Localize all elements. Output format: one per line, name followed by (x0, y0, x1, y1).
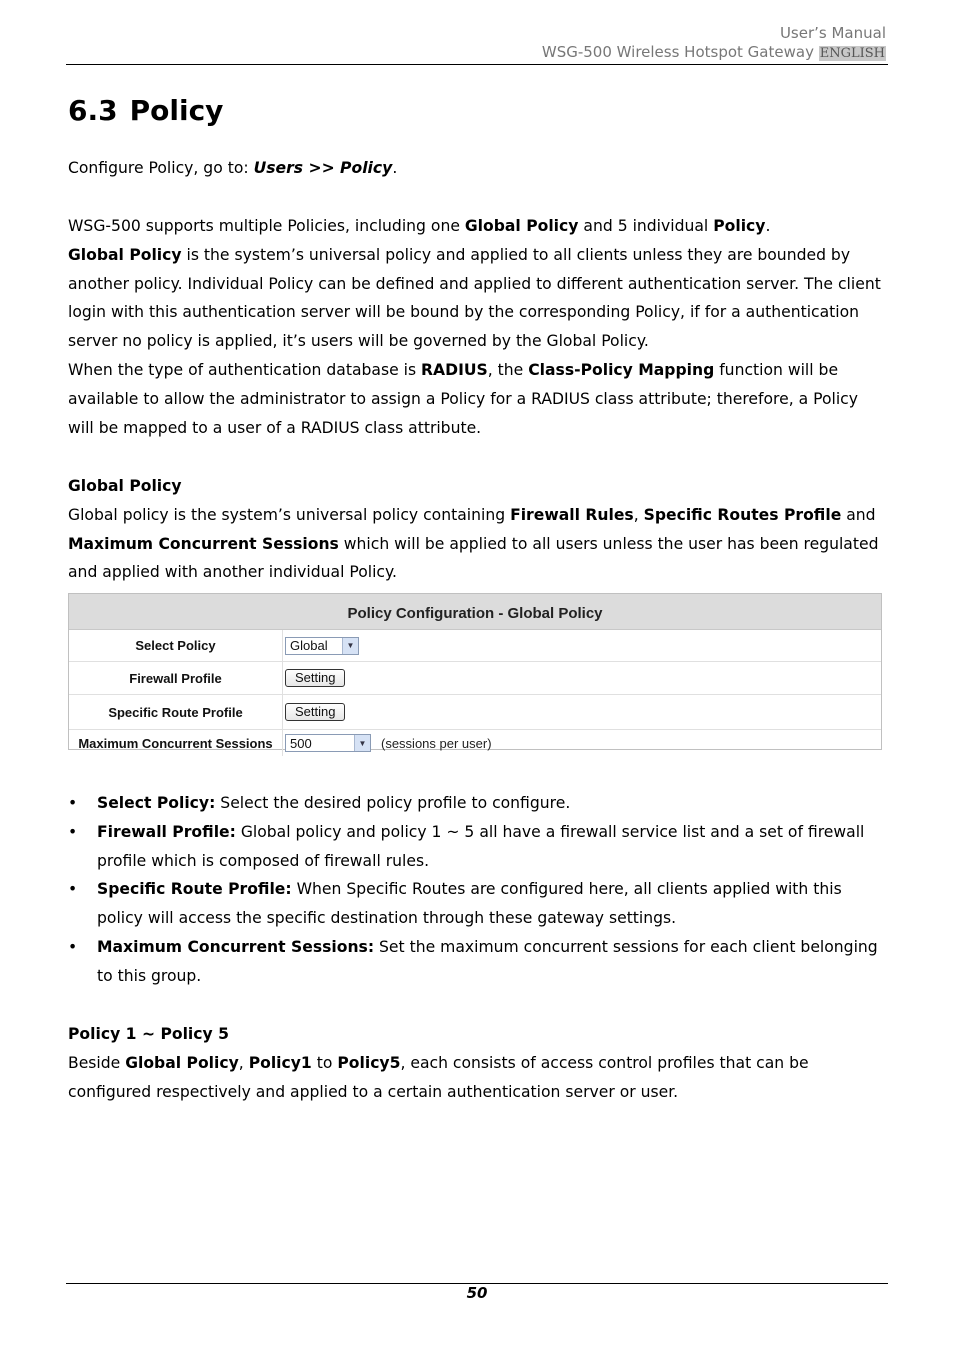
specific-route-row (69, 695, 881, 730)
max-sessions-row (69, 730, 881, 756)
list-item: • Select Policy: Select the desired policy profile to configure. (68, 794, 571, 812)
global-policy-heading: Global Policy (68, 477, 182, 495)
firewall-setting-button[interactable]: Setting (285, 669, 345, 687)
field-description-list (68, 789, 883, 991)
overview-paragraph-1: WSG-500 supports multiple Policies, including one Global Policy and 5 individual Policy. (68, 217, 771, 235)
chevron-down-icon: ▼ (354, 735, 370, 751)
policy-1-5-block (68, 1020, 883, 1106)
config-table-title: Policy Configuration - Global Policy (69, 594, 881, 630)
list-item: • Maximum Concurrent Sessions: Set the maximum concurrent sessions for each client belonging to this group. (68, 937, 878, 985)
chevron-down-icon: ▼ (342, 638, 358, 654)
intro-period: . (392, 159, 398, 177)
policy-configuration-screenshot (68, 593, 882, 750)
overview-paragraph-3: When the type of authentication database is RADIUS, the Class-Policy Mapping function will be available to allow the administrator to assign a Policy for a RADIUS class attribute; therefore, a Policy will be mapped to a user of a RADIUS class attribute. (68, 360, 858, 437)
intro-paragraph (68, 154, 883, 183)
header-manual-title: User’s Manual (779, 24, 886, 42)
policy-1-5-heading: Policy 1 ~ Policy 5 (68, 1025, 229, 1043)
select-policy-value: Global (290, 638, 328, 653)
section-title (68, 93, 223, 129)
page-number: 50 (466, 1284, 488, 1302)
select-policy-dropdown[interactable] (285, 637, 359, 655)
header-product-line (542, 43, 886, 63)
max-sessions-value: 500 (290, 735, 312, 751)
firewall-profile-label: Firewall Profile (69, 662, 283, 694)
section-name: Policy (129, 94, 224, 127)
page-header (542, 24, 886, 63)
route-setting-button[interactable]: Setting (285, 703, 345, 721)
nav-path: Users >> Policy (253, 159, 393, 177)
overview-paragraph-2: Global Policy is the system’s universal policy and applied to all clients unless they are bounded by another policy. Individual Policy can be defined and applied to different authentication server. The client login with this authentication server will be bound by the corresponding Policy, if for a authentication server no policy is applied, it’s users will be governed by the Global Policy. (68, 245, 881, 351)
sessions-unit: (sessions per user) (381, 735, 492, 751)
specific-route-label: Specific Route Profile (69, 695, 283, 729)
header-rule (66, 64, 888, 65)
select-policy-label: Select Policy (69, 630, 283, 661)
select-policy-row (69, 630, 881, 662)
firewall-profile-row (69, 662, 881, 695)
global-policy-block (68, 472, 883, 587)
policy-1-5-paragraph: Beside Global Policy, Policy1 to Policy5, each consists of access control profiles that can be configured respectively and applied to a certain authentication server or user. (68, 1053, 809, 1101)
header-language: ENGLISH (819, 46, 885, 61)
max-sessions-label: Maximum Concurrent Sessions (69, 730, 283, 756)
global-policy-paragraph: Global policy is the system’s universal policy containing Firewall Rules, Specific Routes Profile and Maximum Concurrent Sessions which will be applied to all users unless the user has been regulated and applied with another individual Policy. (68, 505, 879, 582)
list-item: • Specific Route Profile: When Specific Routes are configured here, all clients applied with this policy will access the specific destination through these gateway settings. (68, 880, 842, 928)
overview-block (68, 212, 883, 442)
list-item: • Firewall Profile: Global policy and policy 1 ~ 5 all have a firewall service list and a set of firewall profile which is composed of firewall rules. (68, 822, 865, 870)
max-sessions-dropdown[interactable] (285, 734, 371, 752)
header-product-name: WSG-500 Wireless Hotspot Gateway (541, 43, 814, 61)
intro-text: Configure Policy, go to: (68, 159, 254, 177)
section-number: 6.3 (68, 94, 118, 127)
